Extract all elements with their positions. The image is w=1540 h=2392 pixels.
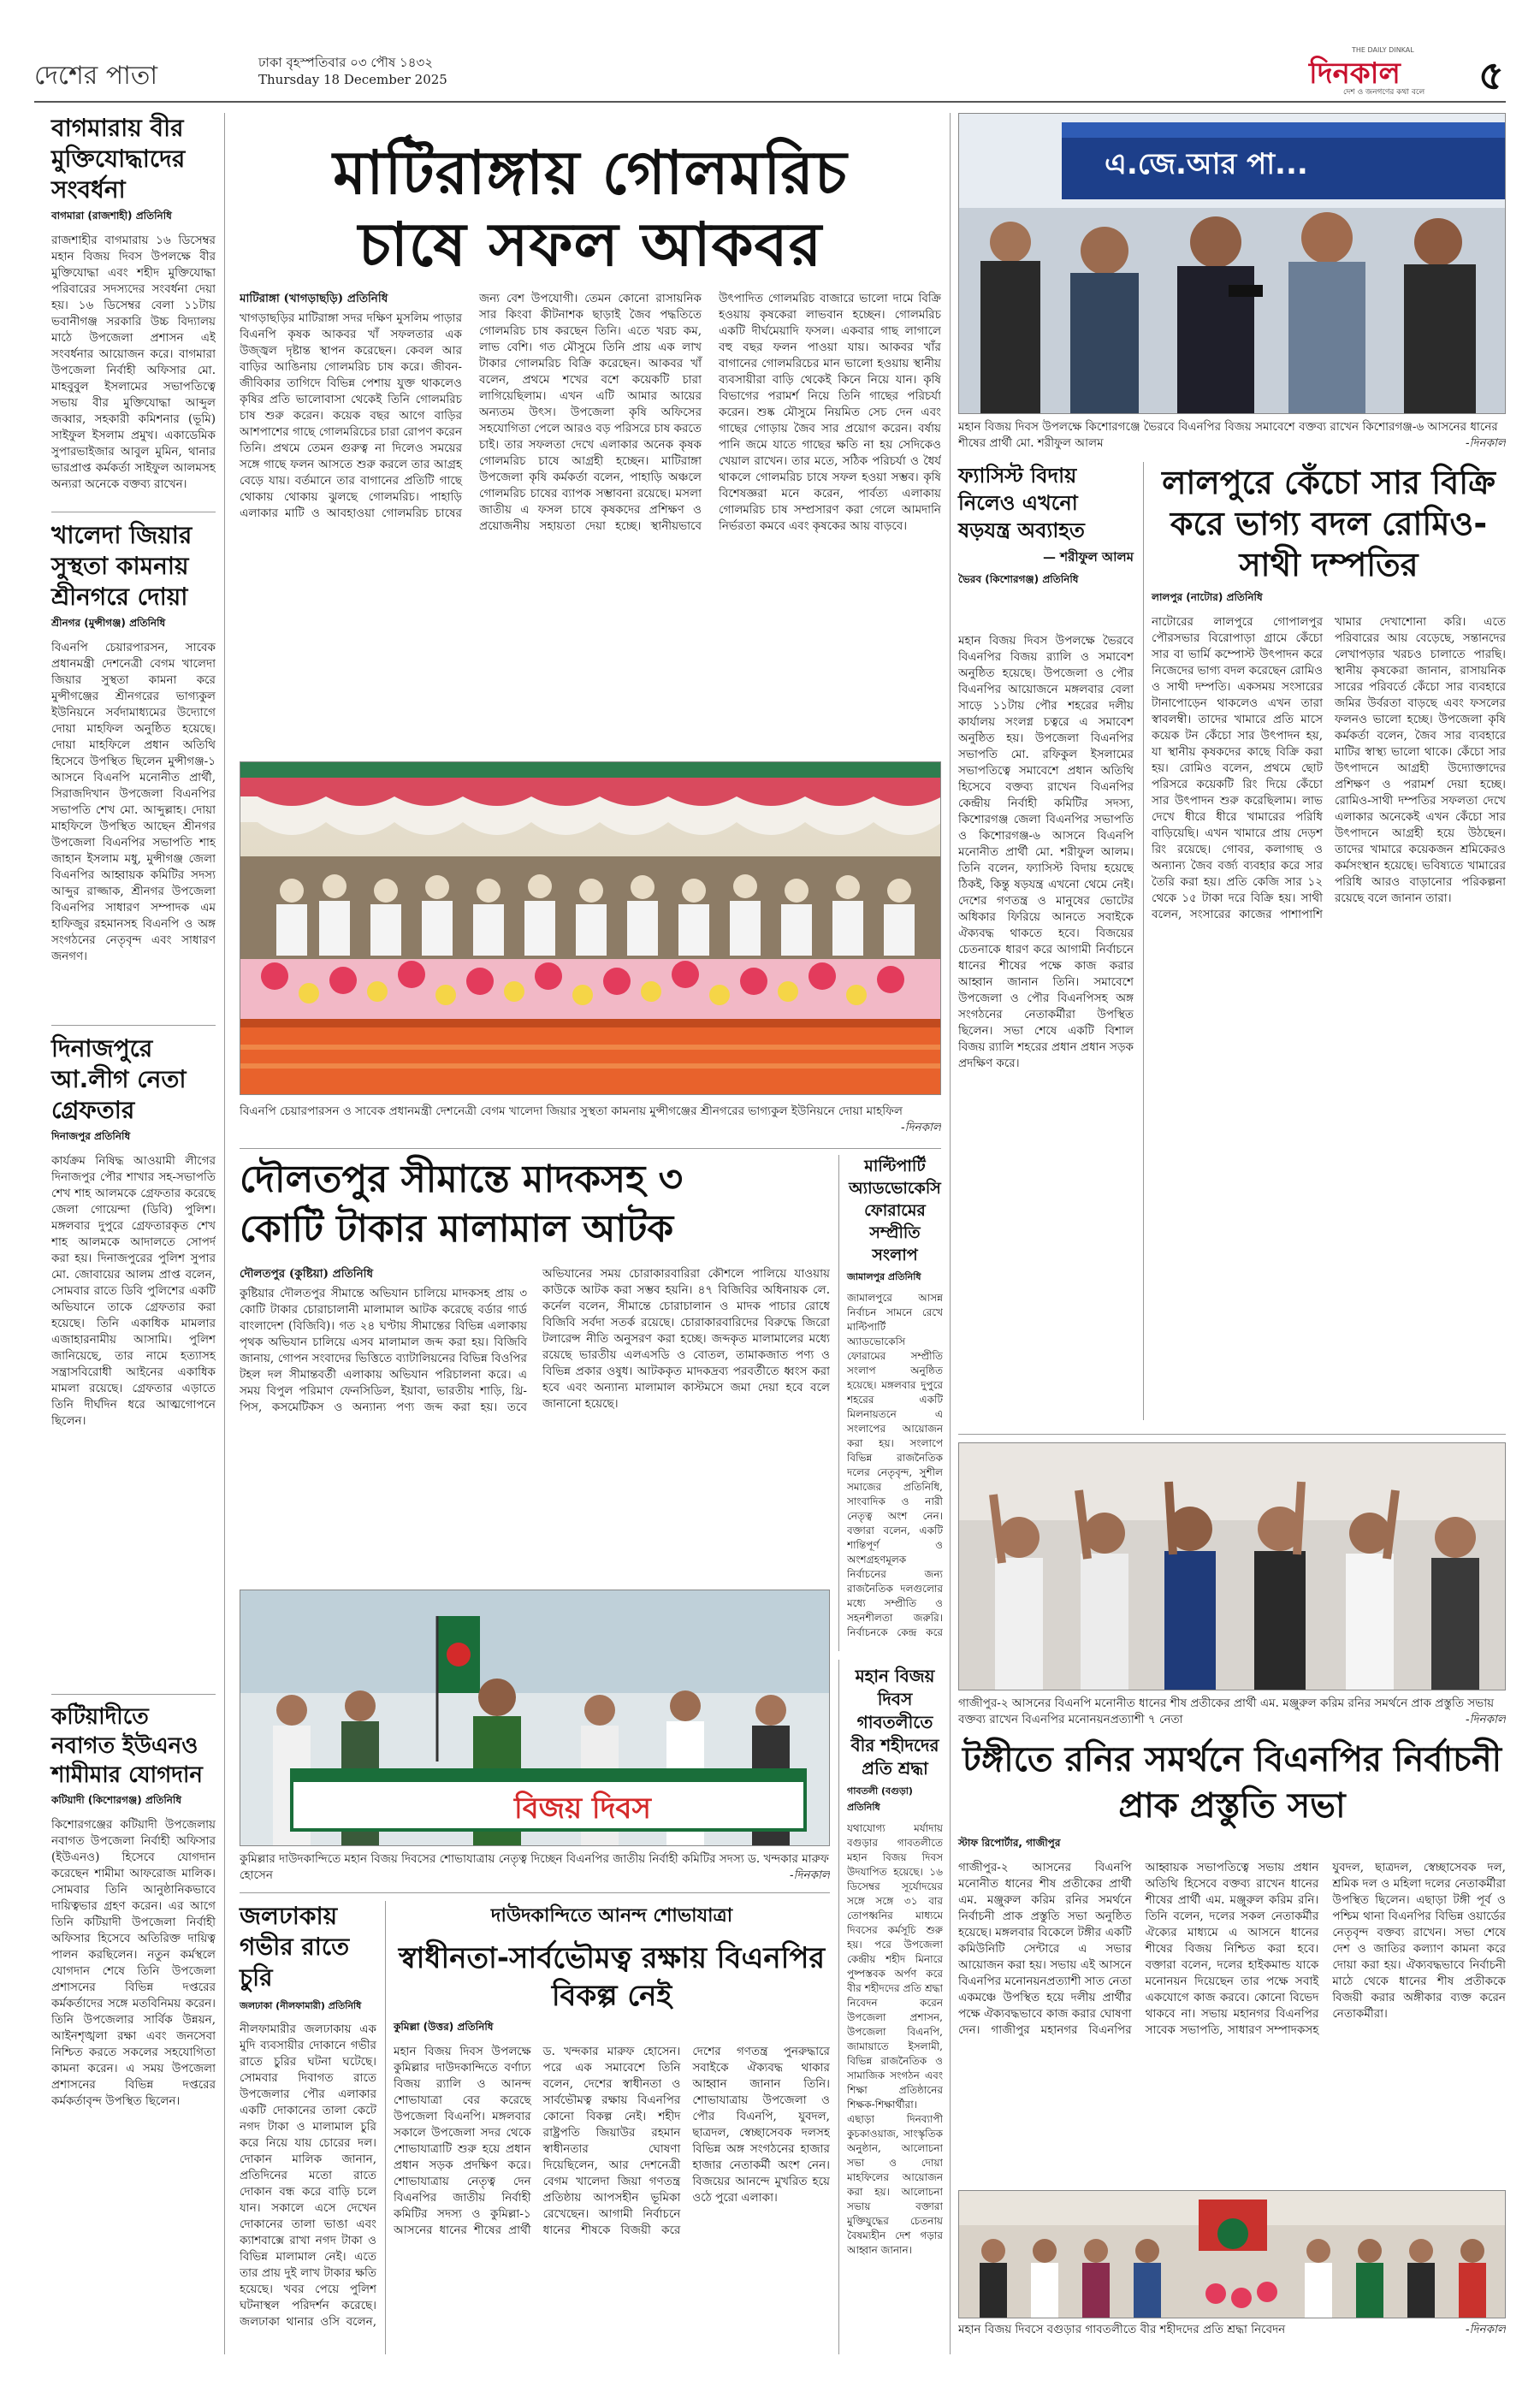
article-multiparty <box>847 1155 943 1640</box>
body-tongi: গাজীপুর-২ আসনের বিএনপি মনোনীত ধানের শীষ প্রতীকের প্রার্থী এম. মঞ্জুরুল করিম রনির সমর্থনে নির্বাচনী প্রাক প্রস্তুতি সভা অনুষ্ঠিত হয়েছে। মঙ্গলবার বিকেলে টঙ্গীর একটি কমিউনিটি সেন্টারে এ সভার আয়োজন করা হয়। সভায় এই আসনে বিএনপির মনোনয়নপ্রত্যাশী সাত নেতা একমঞ্চে উপস্থিত হয়ে দলীয় প্রার্থীর পক্ষে ঐক্যবদ্ধভাবে কাজ করার ঘোষণা দেন। গাজীপুর মহানগর বিএনপির আহ্বায়ক সভাপতিত্বে সভায় প্রধান অতিথি হিসেবে বক্তব্য রাখেন ধানের শীষের প্রার্থী এম. মঞ্জুরুল করিম রনি। তিনি বলেন, দলের সকল নেতাকর্মীর ঐক্যের মাধ্যমে এ আসনে ধানের শীষের বিজয় নিশ্চিত করা হবে। বক্তারা বলেন, দলের হাইকমান্ড যাকে মনোনয়ন দিয়েছেন তার পক্ষে সবাই একযোগে কাজ করবে। কোনো বিভেদ থাকবে না। সভায় মহানগর বিএনপির সাবেক সভাপতি, সাধারণ সম্পাদকসহ যুবদল, ছাত্রদল, স্বেচ্ছাসেবক দল, শ্রমিক দল ও মহিলা দলের নেতাকর্মীরা উপস্থিত ছিলেন। এছাড়া টঙ্গী পূর্ব ও পশ্চিম থানা বিএনপির বিভিন্ন ওয়ার্ডের নেতৃবৃন্দ বক্তব্য রাখেন। সভা শেষে দেশ ও জাতির কল্যাণ কামনা করে দোয়া করা হয়। ঐক্যবদ্ধভাবে নির্বাচনী মাঠে থেকে ধানের শীষ প্রতীককে বিজয়ী করার অঙ্গীকার ব্যক্ত করেন নেতাকর্মীরা। <box>958 1861 1506 2037</box>
lead-body <box>240 291 941 740</box>
article-bagmara <box>51 113 216 505</box>
headline-gabtali: মহান বিজয় দিবস গাবতলীতে বীর শহীদদের প্রতি শ্রদ্ধা <box>850 1666 939 1779</box>
body-multiparty: জামালপুরে আসন্ন নির্বাচন সামনে রেখে মাল্টিপার্টি অ্যাডভোকেসি ফোরামের সম্প্রীতি সংলাপ অনুষ্ঠিত হয়েছে। মঙ্গলবার দুপুরে শহরের একটি মিলনায়তনে এ সংলাপের আয়োজন করা হয়। সংলাপে বিভিন্ন রাজনৈতিক দলের নেতৃবৃন্দ, সুশীল সমাজের প্রতিনিধি, সাংবাদিক ও নারী নেতৃত্ব অংশ নেন। বক্তারা বলেন, একটি শান্তিপূর্ণ ও অংশগ্রহণমূলক নির্বাচনের জন্য রাজনৈতিক দলগুলোর মধ্যে সম্প্রীতি ও সহনশীলতা জরুরি। নির্বাচনকে কেন্দ্র করে <box>847 1292 943 1638</box>
body-bhairab <box>958 633 1134 1420</box>
byline-katiadi: কটিয়াদী (কিশোরগঞ্জ) প্রতিনিধি <box>51 1794 182 1806</box>
rally-stage-image <box>959 114 1506 414</box>
rally-photo-credit: -দিনকাল <box>1466 436 1506 450</box>
headline-daulatpur-1: দৌলতপুর সীমান্তে মাদকসহ ৩ <box>240 1158 684 1201</box>
body-lalpur: নাটোরের লালপুরে গোপালপুর পৌরসভার বিরোপাড়া গ্রামে কেঁচো সার বা ভার্মি কম্পোস্ট উৎপাদন করে নিজেদের ভাগ্য বদল করেছেন রোমিও ও সাথী দম্পতি। একসময় সংসারের টানাপোড়েন থাকলেও এখন তারা স্বাবলম্বী। তাদের খামারে প্রতি মাসে কয়েক টন কেঁচো সার উৎপাদন হয়, যা স্থানীয় কৃষকদের কাছে বিক্রি করা হয়। রোমিও বলেন, প্রথমে ছোট পরিসরে কয়েকটি রিং দিয়ে কেঁচো সার উৎপাদন শুরু করেছিলাম। লাভ দেখে ধীরে ধীরে খামারের পরিধি বাড়িয়েছি। এখন খামারে প্রায় দেড়শ রিং রয়েছে। গোবর, কলাগাছ ও অন্যান্য জৈব বর্জ্য ব্যবহার করে সার তৈরি করা হয়। প্রতি কেজি সার ১২ থেকে ১৫ টাকা দরে বিক্রি হয়। সাথী বলেন, সংসারের কাজের পাশাপাশি খামার দেখাশোনা করি। এতে পরিবারের আয় বেড়েছে, সন্তানদের লেখাপড়ার খরচও চালাতে পারছি। স্থানীয় কৃষকেরা জানান, রাসায়নিক সারের পরিবর্তে কেঁচো সার ব্যবহারে জমির উর্বরতা বাড়ছে এবং ফসলের ফলনও ভালো হচ্ছে। উপজেলা কৃষি কর্মকর্তা বলেন, জৈব সার ব্যবহারে মাটির স্বাস্থ্য ভালো থাকে। কেঁচো সার উৎপাদনে আগ্রহী উদ্যোক্তাদের প্রশিক্ষণ ও পরামর্শ দেয়া হচ্ছে। রোমিও-সাথী দম্পতির সফলতা দেখে এলাকার অনেকেই এখন কেঁচো সার উৎপাদনে আগ্রহী হয়ে উঠছেন। তাদের খামারে কয়েকজন শ্রমিকেরও কর্মসংস্থান হয়েছে। ভবিষ্যতে খামারের পরিধি আরও বাড়ানোর পরিকল্পনা রয়েছে বলে জানান তারা। <box>1152 615 1506 921</box>
byline-bhairab: ভৈরব (কিশোরগঞ্জ) প্রতিনিধি <box>958 573 1079 585</box>
procession-banner-text: বিজয় দিবস <box>514 1791 651 1826</box>
col1-rule-2 <box>51 1025 216 1026</box>
byline-multiparty: জামালপুর প্রতিনিধি <box>847 1271 921 1282</box>
headline-bagmara: বাগমারায় বীর মুক্তিযোদ্ধাদের সংবর্ধনা <box>51 114 186 204</box>
lead-byline: মাটিরাঙ্গা (খাগড়াছড়ি) প্রতিনিধি <box>240 292 388 305</box>
middle-divider-3 <box>838 1660 839 2354</box>
article-jaldhaka <box>240 1901 376 2330</box>
headline-bhairab: ফ্যাসিস্ট বিদায় নিলেও এখনো ষড়যন্ত্র অব্যাহত <box>958 464 1085 542</box>
body-daudkandi: মহান বিজয় দিবস উপলক্ষে কুমিল্লার দাউদকান্দিতে বর্ণাঢ্য বিজয় র‍্যালি ও আনন্দ শোভাযাত্রা বের করেছে উপজেলা বিএনপি। মঙ্গলবার সকালে উপজেলা সদর থেকে শোভাযাত্রাটি শুরু হয়ে প্রধান প্রধান সড়ক প্রদক্ষিণ করে। শোভাযাত্রায় নেতৃত্ব দেন বিএনপির জাতীয় নির্বাহী কমিটির সদস্য ও কুমিল্লা-১ আসনের ধানের শীষের প্রার্থী ড. খন্দকার মারুফ হোসেন। পরে এক সমাবেশে তিনি বলেন, দেশের স্বাধীনতা ও সার্বভৌমত্ব রক্ষায় বিএনপির কোনো বিকল্প নেই। শহীদ রাষ্ট্রপতি জিয়াউর রহমান স্বাধীনতার ঘোষণা দিয়েছিলেন, আর দেশনেত্রী বেগম খালেদা জিয়া গণতন্ত্র প্রতিষ্ঠায় আপসহীন ভূমিকা রেখেছেন। আগামী নির্বাচনে ধানের শীষকে বিজয়ী করে দেশের গণতন্ত্র পুনরুদ্ধারে সবাইকে ঐক্যবদ্ধ থাকার আহ্বান জানান তিনি। শোভাযাত্রায় উপজেলা ও পৌর বিএনপি, যুবদল, ছাত্রদল, স্বেচ্ছাসেবক দলসহ বিভিন্ন অঙ্গ সংগঠনের হাজার হাজার নেতাকর্মী অংশ নেন। বিজয়ের আনন্দে মুখরিত হয়ে ওঠে পুরো এলাকা। <box>394 2045 830 2237</box>
headline-daulatpur-2: কোটি টাকার মালামাল আটক <box>240 1207 674 1251</box>
article-gabtali <box>847 1665 943 2300</box>
article-bhairab <box>958 462 1134 596</box>
lead-article <box>240 291 941 744</box>
meeting-image <box>959 1443 1506 1690</box>
rally-photo <box>958 113 1506 414</box>
byline-daulatpur: দৌলতপুর (কুষ্টিয়া) প্রতিনিধি <box>240 1267 374 1281</box>
section-name: দেশের পাতা <box>34 61 158 91</box>
lead-headline <box>240 137 941 281</box>
headline-lalpur: লালপুরে কেঁচো সার বিক্রি করে ভাগ্য বদল রোমিও-সাথী দম্পতির <box>1162 464 1496 583</box>
quote-by-bhairab: — শরীফুল আলম <box>1042 549 1134 565</box>
byline-srinagar: শ্রীনগর (মুন্সীগঞ্জ) প্রতিনিধি <box>51 617 166 629</box>
body-srinagar: বিএনপি চেয়ারপারসন, সাবেক প্রধানমন্ত্রী দেশনেত্রী বেগম খালেদা জিয়ার সুস্থতা কামনা করে মুন্সীগঞ্জের শ্রীনগরের ভাগ্যকুল ইউনিয়নে সর্বদামাধ্যমের উদ্যোগে দোয়া মাহফিল অনুষ্ঠিত হয়েছে। দোয়া মাহফিলে প্রধান অতিথি হিসেবে উপস্থিত ছিলেন মুন্সীগঞ্জ-১ আসনে বিএনপি মনোনীত প্রার্থী, সিরাজদিখান উপজেলা বিএনপির সভাপতি শেখ মো. আব্দুল্লাহ। দোয়া মাহফিলে উপস্থিত আছেন শ্রীনগর উপজেলা বিএনপির সভাপতি শাহ জাহান ইসলাম মধু, মুন্সীগঞ্জ জেলা বিএনপির আহ্বায়ক কমিটির সদস্য আব্দুর রাজ্জাক, শ্রীনগর উপজেলা বিএনপির সাধারণ সম্পাদক এম হাফিজুর রহমানসহ বিএনপি ও অঙ্গ সংগঠনের নেতৃবৃন্দ এবং সাধারণ জনগণ। <box>51 641 216 963</box>
byline-bagmara: বাগমারা (রাজশাহী) প্রতিনিধি <box>51 210 172 222</box>
rally-photo-caption-text: মহান বিজয় দিবস উপলক্ষে কিশোরগঞ্জে ভৈরবে বিএনপির বিজয় সমাবেশে বক্তব্য রাখেন কিশোরগঞ্জ-৬ আসনের ধানের শীষের প্রার্থী মো. শরীফুল আলম <box>958 420 1498 450</box>
right-divider <box>950 113 951 2354</box>
lead-body-text: খাগড়াছড়ির মাটিরাঙ্গা সদর দক্ষিণ মুসলিম পাড়ার বিএনপি কৃষক আকবর খাঁ সফলতার এক উজ্জ্বল দৃষ্টান্ত স্থাপন করেছেন। কেবল আর বাড়ির আঙিনায় গোলমরিচ চাষ করে। জীবন-জীবিকার তাগিদে বিভিন্ন পেশায় যুক্ত থাকলেও কৃষির প্রতি ভালোবাসা থেকেই তিনি গোলমরিচ চাষ শুরু করেন। কয়েক বছর আগে বাড়ির আশপাশের গাছে গোলমরিচের চারা রোপণ করেন তিনি। প্রথমে তেমন গুরুত্ব না দিলেও সময়ের সঙ্গে গাছে ফলন আসতে শুরু করলে তার আগ্রহ বেড়ে যায়। বর্তমানে তার বাগানের প্রতিটি গাছে থোকায় থোকায় ঝুলছে গোলমরিচ। পাহাড়ি এলাকার মাটি ও আবহাওয়া গোলমরিচ চাষের জন্য বেশ উপযোগী। তেমন কোনো রাসায়নিক সার কিংবা কীটনাশক ছাড়াই জৈব পদ্ধতিতে গোলমরিচ চাষ করছেন তিনি। এতে খরচ কম, লাভ বেশি। গত মৌসুমে তিনি প্রায় এক লাখ টাকার গোলমরিচ বিক্রি করেছেন। আকবর খাঁ বলেন, প্রথমে শখের বশে কয়েকটি চারা লাগিয়েছিলাম। এখন এটি আমার আয়ের অন্যতম উৎস। উপজেলা কৃষি অফিসের সহযোগিতা পেলে আরও বড় পরিসরে চাষ করতে চাই। তার সফলতা দেখে এলাকার অনেক কৃষক গোলমরিচ চাষে আগ্রহী হচ্ছেন। মাটিরাঙ্গা উপজেলা কৃষি কর্মকর্তা বলেন, পাহাড়ি অঞ্চলে গোলমরিচ চাষের ব্যাপক সম্ভাবনা রয়েছে। মসলা জাতীয় এ ফসল চাষে কৃষকদের প্রশিক্ষণ ও প্রয়োজনীয় সহায়তা দেয়া হচ্ছে। স্থানীয়ভাবে উৎপাদিত গোলমরিচ বাজারে ভালো দামে বিক্রি হওয়ায় কৃষকেরা লাভবান হচ্ছেন। গোলমরিচ একটি দীর্ঘমেয়াদি ফসল। একবার গাছ লাগালে বহু বছর ফলন পাওয়া যায়। আকবর খাঁর বাগানের গোলমরিচের মান ভালো হওয়ায় স্থানীয় ব্যবসায়ীরা বাড়ি থেকেই কিনে নিয়ে যান। কৃষি বিভাগের পরামর্শ নিয়ে তিনি গাছের পরিচর্যা করেন। শুষ্ক মৌসুমে নিয়মিত সেচ দেন এবং গাছের গোড়ায় জৈব সার প্রয়োগ করেন। বর্ষায় পানি জমে যাতে গাছের ক্ষতি না হয় সেদিকেও খেয়াল রাখেন। তার মতে, সঠিক পরিচর্যা ও ধৈর্য থাকলে গোলমরিচ চাষে সফল হওয়া সম্ভব। কৃষি বিশেষজ্ঞরা মনে করেন, পার্বত্য এলাকায় গোলমরিচ চাষ সম্প্রসারণ করা গেলে আমদানি নির্ভরতা কমবে এবং কৃষকের আয় বাড়বে। <box>240 292 941 533</box>
headline-daudkandi: স্বাধীনতা-সার্বভৌমত্ব রক্ষায় বিএনপির বিকল্প নেই <box>398 1941 826 2013</box>
headline-srinagar: খালেদা জিয়ার সুস্থতা কামনায় শ্রীনগরে দোয়া <box>51 521 192 611</box>
right-rule-mid <box>958 1434 1506 1435</box>
article-daudkandi <box>394 1901 830 2339</box>
procession-image <box>240 1590 830 1846</box>
body-daulatpur <box>240 1266 830 1583</box>
procession-photo <box>240 1590 830 1846</box>
byline-jaldhaka: জলঢাকা (নীলফামারী) প্রতিনিধি <box>240 2000 362 2011</box>
procession-photo-caption-text: কুমিল্লার দাউদকান্দিতে মহান বিজয় দিবসের শোভাযাত্রায় নেতৃত্ব দিচ্ছেন বিএনপির জাতীয় নির্বাহী কমিটির সদস্য ড. খন্দকার মারুফ হোসেন <box>240 1852 829 1882</box>
rally-photo-caption <box>958 419 1506 453</box>
article-daulatpur <box>240 1155 838 1254</box>
byline-lalpur: লালপুর (নাটোর) প্রতিনিধি <box>1152 591 1263 603</box>
meeting-photo-credit: -দিনকাল <box>1466 1713 1506 1726</box>
meeting-photo-caption-text: গাজীপুর-২ আসনের বিএনপি মনোনীত ধানের শীষ প্রতীকের প্রার্থী এম. মঞ্জুরুল করিম রনির সমর্থনে প্রাক প্রস্তুতি সভায় বক্তব্য রাখেন বিএনপির মনোনয়নপ্রত্যাশী ৭ নেতা <box>958 1696 1495 1726</box>
article-lalpur <box>1152 462 1506 1418</box>
headline-dinajpur: দিনাজপুরে আ.লীগ নেতা গ্রেফতার <box>51 1034 187 1124</box>
procession-photo-caption <box>240 1851 830 1886</box>
meeting-photo-caption <box>958 1696 1506 1730</box>
banner-text: এ.জে.আর পা... <box>1105 147 1308 181</box>
body-jaldhaka: নীলফামারীর জলঢাকায় এক মুদি ব্যবসায়ীর দোকানে গভীর রাতে চুরির ঘটনা ঘটেছে। সোমবার দিবাগত রাতে উপজেলার পৌর এলাকার একটি দোকানের তালা কেটে নগদ টাকা ও মালামাল চুরি করে নিয়ে যায় চোরের দল। দোকান মালিক জানান, প্রতিদিনের মতো রাতে দোকান বন্ধ করে বাড়ি চলে যান। সকালে এসে দেখেন দোকানের তালা ভাঙা এবং ক্যাশবাক্সে রাখা নগদ টাকা ও বিভিন্ন মালামাল নেই। এতে তার প্রায় দুই লাখ টাকার ক্ষতি হয়েছে। খবর পেয়ে পুলিশ ঘটনাস্থল পরিদর্শন করেছে। জলঢাকা থানার ওসি বলেন, <box>240 2022 376 2329</box>
middle-rule-2 <box>240 1892 830 1893</box>
paper-slogan: দেশ ও জনগণের কথা বলে <box>1343 88 1425 97</box>
col1-divider <box>224 113 225 2354</box>
lead-photo <box>240 761 941 1095</box>
procession-photo-credit: -দিনকাল <box>790 1868 830 1882</box>
article-katiadi <box>51 1702 216 2365</box>
headline-jaldhaka: জলঢাকায় গভীর রাতে চুরি <box>240 1902 350 1992</box>
tribute-photo <box>958 2190 1506 2318</box>
lead-headline-line2: চাষে সফল আকবর <box>358 210 823 280</box>
body-dinajpur: কার্যক্রম নিষিদ্ধ আওয়ামী লীগের দিনাজপুর পৌর শাখার সহ-সভাপতি শেখ শাহ আলমকে গ্রেফতার করেছে জেলা গোয়েন্দা (ডিবি) পুলিশ। মঙ্গলবার দুপুরে গ্রেফতারকৃত শেখ শাহ আলমকে আদালতে সোপর্দ করা হয়। দিনাজপুরের পুলিশ সুপার মো. জোবায়ের আলম প্রাপ্ত বলেন, সোমবার রাতে ডিবি পুলিশের একটি অভিযানে তাকে গ্রেফতার করা হয়েছে। তিনি একাধিক মামলার এজাহারনামীয় আসামি। পুলিশ জানিয়েছে, তার নামে হত্যাসহ সন্ত্রাসবিরোধী আইনের একাধিক মামলা রয়েছে। গ্রেফতার এড়াতে তিনি দীর্ঘদিন ধরে আত্মগোপনে ছিলেন। <box>51 1154 216 1428</box>
date-english: Thursday 18 December 2025 <box>258 72 447 87</box>
middle-divider-2 <box>385 1901 386 2354</box>
byline-daudkandi: কুমিল্লা (উত্তর) প্রতিনিধি <box>394 2021 494 2033</box>
meeting-photo <box>958 1442 1506 1690</box>
stage-program-image <box>240 762 941 1095</box>
body-bagmara: রাজশাহীর বাগমারায় ১৬ ডিসেম্বর মহান বিজয় দিবস উপলক্ষে বীর মুক্তিযোদ্ধা এবং শহীদ মুক্তিযোদ্ধা পরিবারের সদস্যদের সংবর্ধনা দেয়া হয়। ১৬ ডিসেম্বর বেলা ১১টায় ভবানীগঞ্জ সরকারি উচ্চ বিদ্যালয় মাঠে উপজেলা প্রশাসন এই সংবর্ধনার আয়োজন করে। বাগমারা উপজেলা নির্বাহী অফিসার মো. মাহবুবুল ইসলামের সভাপতিত্বে সভায় বীর মুক্তিযোদ্ধা আব্দুল জব্বার, সহকারী কমিশনার (ভূমি) সাইফুল ইসলাম প্রমুখ। একাডেমিক সুপারভাইজার আবুল মুমিন, থানার ভারপ্রাপ্ত কর্মকর্তা সাইফুল আলমসহ অন্যরা অনেকে বক্তব্য রাখেন। <box>51 234 216 491</box>
lead-headline-line1: মাটিরাঙ্গায় গোলমরিচ <box>333 138 848 208</box>
byline-tongi: স্টাফ রিপোর্টার, গাজীপুর <box>958 1837 1061 1849</box>
kicker-daudkandi: দাউদকান্দিতে আনন্দ শোভাযাত্রা <box>490 1905 733 1927</box>
headline-katiadi: কটিয়াদীতে নবাগত ইউএনও শামীমার যোগদান <box>51 1704 203 1788</box>
headline-tongi: টঙ্গীতে রনির সমর্থনে বিএনপির নির্বাচনী প্রাক প্রস্তুতি সভা <box>962 1740 1502 1826</box>
tribute-photo-caption <box>958 2322 1506 2353</box>
article-dinajpur <box>51 1033 216 1692</box>
body-bhairab-text: মহান বিজয় দিবস উপলক্ষে ভৈরবে বিএনপির বিজয় র‍্যালি ও সমাবেশ অনুষ্ঠিত হয়েছে। উপজেলা ও পৌর বিএনপির আয়োজনে মঙ্গলবার বেলা সাড়ে ১১টায় পৌর শহরের দলীয় কার্যালয় সংলগ্ন চত্বরে এ সমাবেশ অনুষ্ঠিত হয়। উপজেলা বিএনপির সভাপতি মো. রফিকুল ইসলামের সভাপতিত্বে সমাবেশে প্রধান অতিথি হিসেবে বক্তব্য রাখেন বিএনপির কেন্দ্রীয় নির্বাহী কমিটির সদস্য, কিশোরগঞ্জ জেলা বিএনপির সভাপতি ও কিশোরগঞ্জ-৬ আসনে বিএনপি মনোনীত প্রার্থী মো. শরীফুল আলম। তিনি বলেন, ফ্যাসিস্ট বিদায় হয়েছে ঠিকই, কিন্তু ষড়যন্ত্র এখনো থেমে নেই। দেশের গণতন্ত্র ও মানুষের ভোটের অধিকার ফিরিয়ে আনতে সবাইকে ঐক্যবদ্ধ থাকতে হবে। বিজয়ের চেতনাকে ধারণ করে আগামী নির্বাচনে ধানের শীষের পক্ষে কাজ করার আহ্বান জানান তিনি। সমাবেশে উপজেলা ও পৌর বিএনপিসহ অঙ্গ সংগঠনের নেতাকর্মীরা উপস্থিত ছিলেন। সভা শেষে একটি বিশাল বিজয় র‍্যালি শহরের প্রধান প্রধান সড়ক প্রদক্ষিণ করে। <box>958 634 1134 1070</box>
paper-logo <box>1309 46 1472 98</box>
article-srinagar <box>51 520 216 1030</box>
paper-tag: THE DAILY DINKAL <box>1352 46 1414 54</box>
lead-photo-credit: -দিনকাল <box>901 1121 941 1134</box>
tribute-image <box>959 2191 1506 2318</box>
middle-divider-1 <box>838 1155 839 1651</box>
body-daulatpur-text: কুষ্টিয়ার দৌলতপুর সীমান্তে অভিযান চালিয়ে মাদকসহ প্রায় ৩ কোটি টাকার চোরাচালানী মালামাল আটক করেছে বর্ডার গার্ড বাংলাদেশ (বিজিবি)। গত ২৪ ঘণ্টায় সীমান্তের বিভিন্ন এলাকায় পৃথক অভিযান চালিয়ে এসব মালামাল জব্দ করা হয়। বিজিবি জানায়, গোপন সংবাদের ভিত্তিতে ব্যাটালিয়নের বিভিন্ন বিওপির টহল দল সীমান্তবর্তী এলাকায় অভিযান পরিচালনা করে। এ সময় বিপুল পরিমাণ ফেনসিডিল, ইয়াবা, ভারতীয় শাড়ি, থ্রি-পিস, কসমেটিকস ও অন্যান্য পণ্য জব্দ করা হয়। তবে অভিযানের সময় চোরাকারবারিরা কৌশলে পালিয়ে যাওয়ায় কাউকে আটক করা সম্ভব হয়নি। ৪৭ বিজিবির অধিনায়ক লে. কর্নেল বলেন, সীমান্তে চোরাচালান ও মাদক পাচার রোধে বিজিবি সর্বদা সতর্ক রয়েছে। চোরাকারবারিদের বিরুদ্ধে জিরো টলারেন্স নীতি অনুসরণ করা হচ্ছে। জব্দকৃত মালামালের মধ্যে রয়েছে ভারতীয় এলএসডি ও বোতল, তামাকজাত পণ্য ও বিভিন্ন প্রকার ওষুধ। আটককৃত মাদকদ্রব্য পরবর্তীতে ধ্বংস করা হবে এবং অন্যান্য মালামাল কাস্টমসে জমা দেয়া হবে বলে জানানো হয়েছে। <box>240 1267 830 1414</box>
masthead-rule <box>34 101 1506 103</box>
col1-rule-3 <box>51 1694 216 1695</box>
paper-name: দিনকাল <box>1309 56 1401 91</box>
lead-photo-caption-text: বিএনপি চেয়ারপারসন ও সাবেক প্রধানমন্ত্রী দেশনেত্রী বেগম খালেদা জিয়ার সুস্থতা কামনায় মুন্সীগঞ্জের শ্রীনগরের ভাগ্যকুল ইউনিয়নে দোয়া মাহফিল <box>240 1104 903 1118</box>
masthead <box>34 46 1506 98</box>
page-number: ৫ <box>1478 52 1504 98</box>
body-katiadi: কিশোরগঞ্জের কটিয়াদী উপজেলায় নবাগত উপজেলা নির্বাহী অফিসার (ইউএনও) হিসেবে যোগদান করেছেন শামীমা আফরোজ মালিক। সোমবার তিনি আনুষ্ঠানিকভাবে দায়িত্বভার গ্রহণ করেন। এর আগে তিনি কটিয়াদী উপজেলা নির্বাহী অফিসার হিসেবে অতিরিক্ত দায়িত্ব পালন করছিলেন। নতুন কর্মস্থলে যোগদান শেষে তিনি উপজেলা প্রশাসনের বিভিন্ন দপ্তরের কর্মকর্তাদের সঙ্গে মতবিনিময় করেন। তিনি উপজেলার সার্বিক উন্নয়ন, আইনশৃঙ্খলা রক্ষা এবং জনসেবা নিশ্চিত করতে সকলের সহযোগিতা কামনা করেন। এ সময় উপজেলা প্রশাসনের বিভিন্ন দপ্তরের কর্মকর্তাবৃন্দ উপস্থিত ছিলেন। <box>51 1818 216 2108</box>
right-inner-divider <box>1143 462 1144 1420</box>
tribute-photo-caption-text: মহান বিজয় দিবসে বগুড়ার গাবতলীতে বীর শহীদদের প্রতি শ্রদ্ধা নিবেদন <box>958 2323 1286 2336</box>
headline-multiparty: মাল্টিপার্টি অ্যাডভোকেসি ফোরামের সম্প্রীতি সংলাপ <box>849 1157 941 1264</box>
tribute-photo-credit: -দিনকাল <box>1466 2323 1506 2336</box>
date-bangla: ঢাকা বৃহস্পতিবার ০৩ পৌষ ১৪৩২ <box>258 55 433 70</box>
article-tongi <box>958 1737 1506 2168</box>
middle-rule-top <box>240 1148 941 1149</box>
byline-gabtali: গাবতলী (বগুড়া) প্রতিনিধি <box>847 1785 913 1813</box>
lead-photo-caption <box>240 1104 941 1138</box>
byline-dinajpur: দিনাজপুর প্রতিনিধি <box>51 1130 131 1142</box>
body-gabtali: যথাযোগ্য মর্যাদায় বগুড়ার গাবতলীতে মহান বিজয় দিবস উদযাপিত হয়েছে। ১৬ ডিসেম্বর সূর্যোদয়ের সঙ্গে সঙ্গে ৩১ বার তোপধ্বনির মাধ্যমে দিবসের কর্মসূচি শুরু হয়। পরে উপজেলা কেন্দ্রীয় শহীদ মিনারে পুষ্পস্তবক অর্পণ করে বীর শহীদদের প্রতি শ্রদ্ধা নিবেদন করেন উপজেলা প্রশাসন, উপজেলা বিএনপি, জামায়াতে ইসলামী, বিভিন্ন রাজনৈতিক ও সামাজিক সংগঠন এবং শিক্ষা প্রতিষ্ঠানের শিক্ষক-শিক্ষার্থীরা। এছাড়া দিনব্যাপী কুচকাওয়াজ, সাংস্কৃতিক অনুষ্ঠান, আলোচনা সভা ও দোয়া মাহফিলের আয়োজন করা হয়। আলোচনা সভায় বক্তারা মুক্তিযুদ্ধের চেতনায় বৈষম্যহীন দেশ গড়ার আহ্বান জানান। <box>847 1822 943 2256</box>
